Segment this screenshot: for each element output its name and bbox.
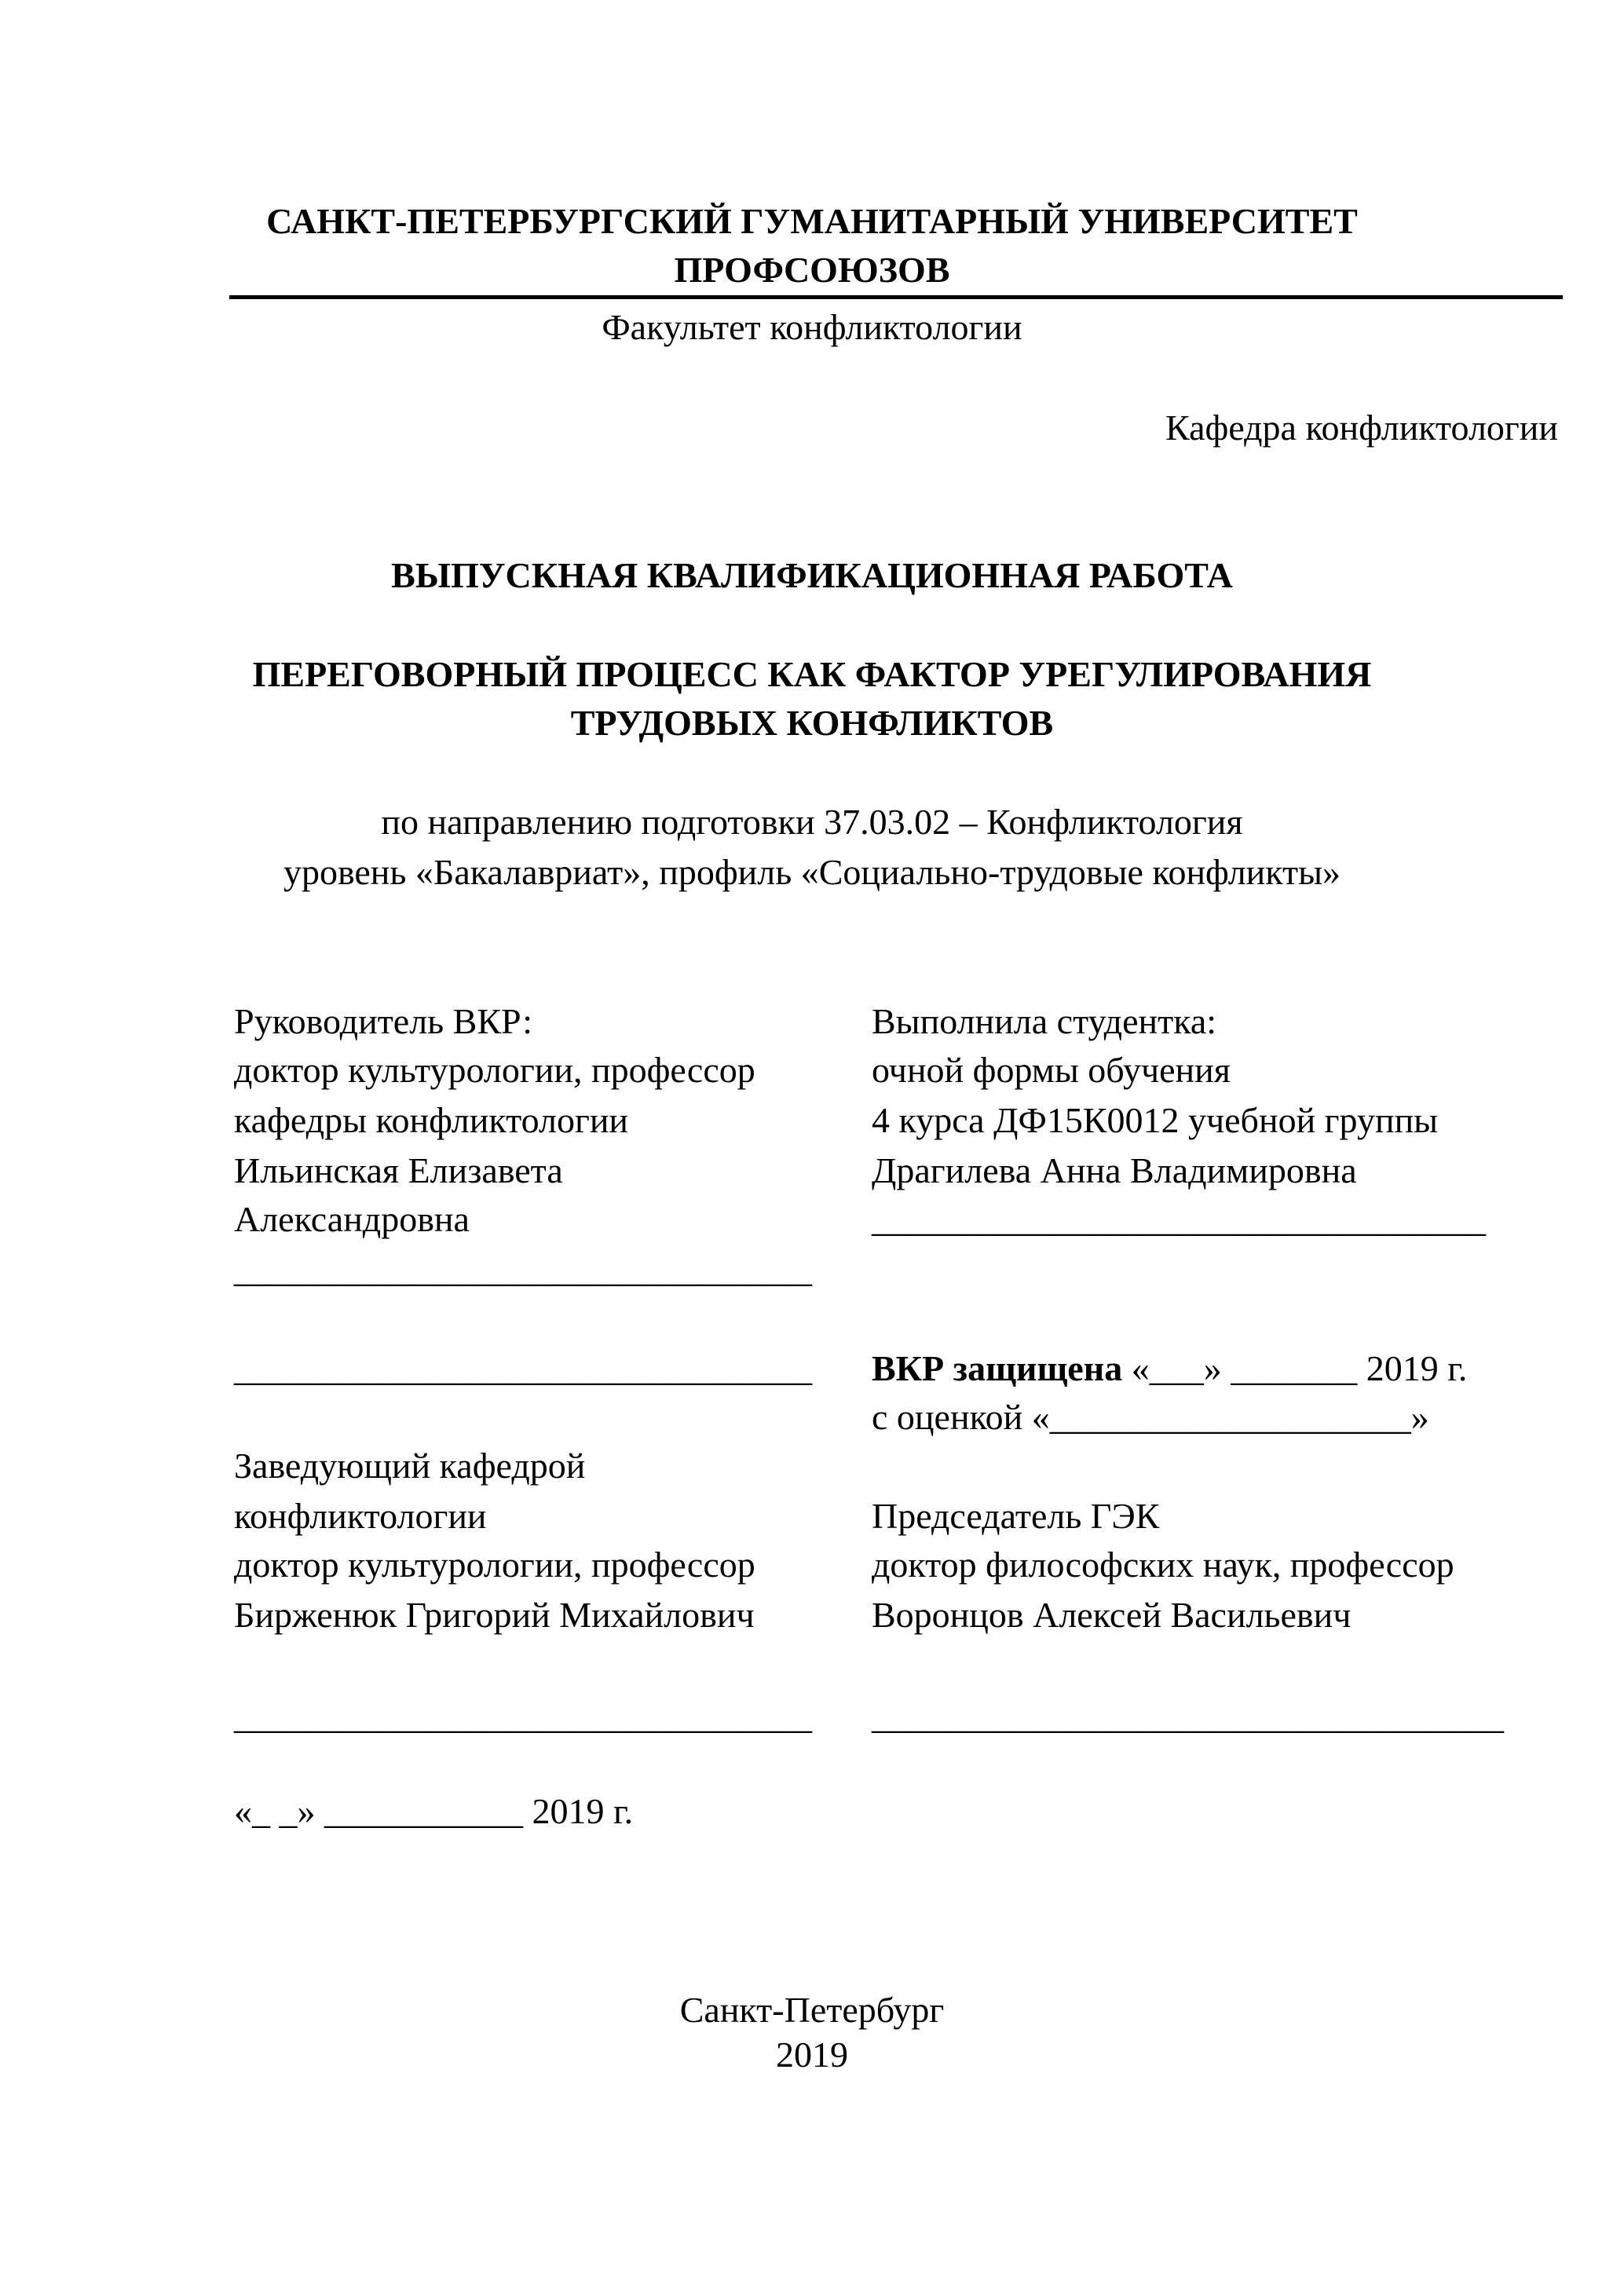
gek-name: Воронцов Алексей Васильевич (872, 1595, 1352, 1635)
head-degree: доктор культурологии, профессор (234, 1545, 755, 1585)
topic-line1: ПЕРЕГОВОРНЫЙ ПРОЦЕСС КАК ФАКТОР УРЕГУЛИРОВАНИЯ (252, 654, 1372, 694)
student-name: Драгилева Анна Владимировна (872, 1150, 1357, 1190)
supervisor-signature-line: ________________________________ (234, 1249, 812, 1289)
supervisor-degree: доктор культурологии, профессор (234, 1050, 755, 1090)
student-form: очной формы обучения (872, 1050, 1231, 1090)
defense-label: ВКР защищена (872, 1348, 1123, 1388)
gek-label: Председатель ГЭК (872, 1496, 1160, 1536)
supervisor-dept: кафедры конфликтологии (234, 1100, 629, 1140)
head-name: Бирженюк Григорий Михайлович (234, 1595, 755, 1635)
defense-date: «___» _______ 2019 г. (1122, 1348, 1468, 1388)
university-name-line2: ПРОФСОЮЗОВ (674, 250, 950, 290)
city: Санкт-Петербург (679, 1990, 945, 2030)
topic-line2: ТРУДОВЫХ КОНФЛИКТОВ (570, 703, 1054, 743)
header-rule (229, 295, 1563, 299)
supervisor-label: Руководитель ВКР: (234, 1001, 533, 1041)
blank-signature-line: ________________________________ (234, 1348, 812, 1388)
gek-degree: доктор философских наук, профессор (872, 1545, 1454, 1585)
university-name-line1: САНКТ-ПЕТЕРБУРГСКИЙ ГУМАНИТАРНЫЙ УНИВЕРСИТЕТ (266, 201, 1358, 241)
defense-line (872, 1347, 1467, 1391)
head-signature-line: ________________________________ (234, 1696, 812, 1736)
year: 2019 (776, 2035, 848, 2075)
work-type: ВЫПУСКНАЯ КВАЛИФИКАЦИОННАЯ РАБОТА (391, 555, 1233, 595)
student-group: 4 курса ДФ15К0012 учебной группы (872, 1100, 1439, 1140)
supervisor-name: Ильинская Елизавета (234, 1150, 563, 1190)
faculty: Факультет конфликтологии (602, 307, 1022, 347)
head-label: Заведующий кафедрой (234, 1446, 586, 1486)
head-signature-date: «_ _» ___________ 2019 г. (234, 1791, 634, 1831)
head-label-cont: конфликтологии (234, 1496, 487, 1536)
student-label: Выполнила студентка: (872, 1001, 1217, 1041)
direction: по направлению подготовки 37.03.02 – Конфликтология (381, 802, 1243, 842)
student-signature-line: __________________________________ (872, 1199, 1486, 1239)
department: Кафедра конфликтологии (1165, 408, 1558, 448)
supervisor-name-cont: Александровна (234, 1199, 470, 1239)
defense-grade: с оценкой «____________________» (872, 1397, 1429, 1437)
level-profile: уровень «Бакалавриат», профиль «Социально-трудовые конфликты» (283, 852, 1341, 892)
gek-signature-line: ___________________________________ (872, 1696, 1504, 1736)
